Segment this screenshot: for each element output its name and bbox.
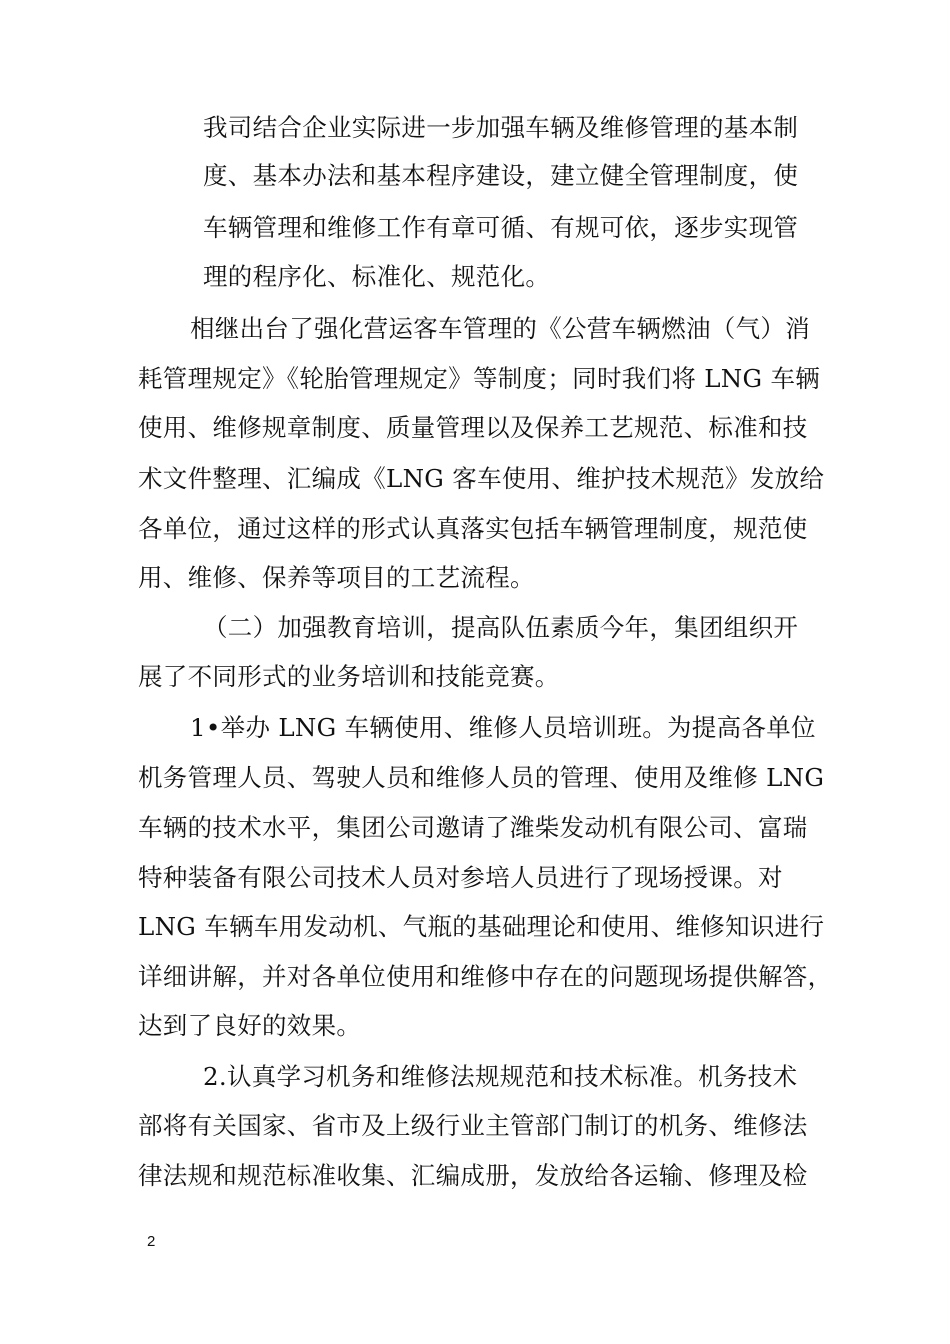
- text-line: 度、基本办法和基本程序建设，建立健全管理制度，使: [203, 161, 799, 190]
- text-line: 1•举办 LNG 车辆使用、维修人员培训班。为提高各单位: [190, 713, 816, 742]
- page-number: 2: [147, 1233, 156, 1250]
- text-line: 详细讲解，并对各单位使用和维修中存在的问题现场提供解答，: [138, 962, 833, 991]
- text-line: 我司结合企业实际进一步加强车辆及维修管理的基本制: [203, 113, 799, 142]
- text-line: 特种装备有限公司技术人员对参培人员进行了现场授课。对: [138, 863, 783, 892]
- text-line: 相继出台了强化营运客车管理的《公营车辆燃油（气）消: [190, 314, 810, 343]
- text-line: 耗管理规定》《轮胎管理规定》等制度；同时我们将 LNG 车辆: [138, 364, 821, 393]
- text-line: 律法规和规范标准收集、汇编成册，发放给各运输、修理及检: [138, 1161, 808, 1190]
- text-line: 部将有关国家、省市及上级行业主管部门制订的机务、维修法: [138, 1111, 808, 1140]
- section-heading: （二）加强教育培训，提高队伍素质今年，集团组织开: [203, 613, 799, 642]
- text-line: 机务管理人员、驾驶人员和维修人员的管理、使用及维修 LNG: [138, 763, 825, 792]
- text-line: 使用、维修规章制度、质量管理以及保养工艺规范、标准和技: [138, 413, 808, 442]
- text-line: 理的程序化、标准化、规范化。: [203, 262, 551, 291]
- text-line: 展了不同形式的业务培训和技能竞赛。: [138, 662, 560, 691]
- text-line: 术文件整理、汇编成《LNG 客车使用、维护技术规范》发放给: [138, 464, 825, 493]
- text-line: 达到了良好的效果。: [138, 1011, 362, 1040]
- text-line: 车辆管理和维修工作有章可循、有规可依，逐步实现管: [203, 213, 799, 242]
- text-line: 各单位，通过这样的形式认真落实包括车辆管理制度，规范使: [138, 514, 808, 543]
- text-line: 用、维修、保养等项目的工艺流程。: [138, 563, 535, 592]
- text-line: 2.认真学习机务和维修法规规范和技术标准。机务技术: [203, 1062, 798, 1091]
- text-line: LNG 车辆车用发动机、气瓶的基础理论和使用、维修知识进行: [138, 912, 825, 941]
- text-line: 车辆的技术水平，集团公司邀请了潍柴发动机有限公司、富瑞: [138, 813, 808, 842]
